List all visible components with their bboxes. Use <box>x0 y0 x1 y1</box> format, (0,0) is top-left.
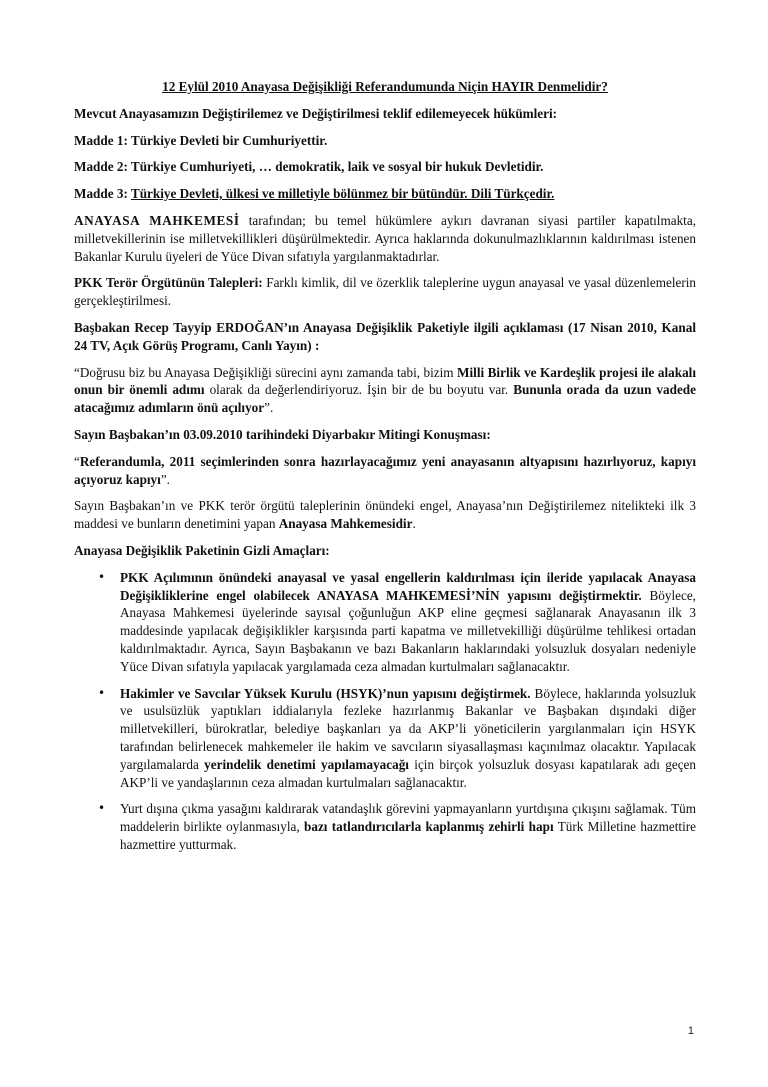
constitutional-court-text: tarafından; bu temel hükümlere aykırı davranan siyasi partiler kapatılmakta, milletvekillerinin ise milletvekillikleri düşürülmektedir. Ayrıca haklarında dokunulmazlıklarının kaldırılması istenen Bakanlar Kurulu üyeleri de Yüce Divan sıfatıyla yargılanmaktadırlar. <box>74 212 696 264</box>
item-1-text: Böylece, Anayasa Mahkemesi üyelerinde sayısal çoğunluğun AKP eline geçmesi sağlanarak Anayasanın ilk 3 maddesinde yapılacak değişiklikler karşısında parti kapatma ve milletvekilliği düşürülme tehlikesi ortadan kaldırılmaktadır. Ayrıca, Sayın Başbakanın ve bazı Bakanların haklarındaki yolsuzluk dosyaları nedeniyle Yüce Divan sıfatıyla yapılacak yargılamada ceza almadan kurtulmaları sağlanacaktır. <box>120 587 696 674</box>
item-2-text-2: için birçok yolsuzluk dosyası kapatılarak adı geçen AKP’li ve yandaşlarının ceza almadan kurtulmaları sağlanacaktır. <box>120 756 696 790</box>
item-2-bold-2: yerindelik denetimi yapılamayacağı <box>204 756 409 772</box>
item-3-text-2: Türk Milletine hazmettire hazmettire yutturmak. <box>120 819 696 852</box>
secret-aims-heading: Anayasa Değişiklik Paketinin Gizli Amaçları: <box>74 542 330 558</box>
bullet-icon: • <box>98 569 106 584</box>
quote-1-part-a: “Doğrusu biz bu Anayasa Değişikliği sürecini aynı zamanda tabi, bizim <box>74 364 458 380</box>
obstacle-end: . <box>412 516 416 532</box>
heading-unchangeable-provisions: Mevcut Anayasamızın Değiştirilemez ve Değiştirilmesi teklif edilemeyecek hükümleri: <box>74 105 558 121</box>
quote-2-end: ”. <box>160 471 170 487</box>
item-3-text: Yurt dışına çıkma yasağını kaldırarak vatandaşlık görevini yapmayanların yurtdışına çıkışını sağlamak. Tüm maddelerin birlikte oylanmasıyla, <box>120 801 696 835</box>
diyarbakir-speech-heading: Sayın Başbakan’ın 03.09.2010 tarihindeki Diyarbakır Mitingi Konuşması: <box>74 426 491 442</box>
item-2-text: Böylece, haklarında yolsuzluk ve usulsüzlük yaptıkları iddialarıyla fezleke hazırlanmış Bakanlar ve Başbakan dışındaki diğer milletvekilleri, bürokratlar, belediye başkanları ya da AKP’li yöneticilerin yargılanmaları için HSYK tarafından belirlenecek mahkemeler ile hakim ve savcıların siyasallaşması kaçınılmaz olacaktır. Yapılacak yargılamalarda <box>120 685 696 772</box>
article-3 <box>74 185 696 203</box>
pkk-demands-paragraph <box>74 274 696 310</box>
pm-quote-2 <box>74 453 696 489</box>
constitutional-court-label: ANAYASA MAHKEMESİ <box>74 212 240 228</box>
quote-1-bold-b: Milli Birlik ve Kardeşlik projesi ile alakalı onun bir önemli adımı <box>74 364 696 398</box>
constitutional-court-paragraph <box>74 212 696 265</box>
obstacle-paragraph <box>74 497 696 533</box>
secret-aims-list <box>74 569 696 854</box>
bullet-icon: • <box>98 801 106 816</box>
list-item <box>98 800 696 853</box>
quote-2-open: “ <box>74 453 80 469</box>
obstacle-text: Sayın Başbakan’ın ve PKK terör örgütü taleplerinin önündeki engel, Anayasa’nın Değiştirilemez nitelikteki ilk 3 maddesi ve bunların denetimini yapan <box>74 498 696 532</box>
quote-1-part-c: olarak da değerlendiriyoruz. İşin bir de bu boyutu var. <box>204 382 514 398</box>
list-item <box>98 685 696 792</box>
page-number: 1 <box>687 1025 694 1037</box>
quote-2-bold: Referandumla, 2011 seçimlerinden sonra hazırlayacağımız yeni anayasanın altyapısını hazırlıyoruz, kapıyı açıyoruz kapıyı <box>74 453 696 487</box>
article-1: Madde 1: Türkiye Devleti bir Cumhuriyettir. <box>74 132 328 148</box>
pkk-demands-text: Farklı kimlik, dil ve özerklik taleplerine uygun anayasal ve yasal düzenlemelerin gerçekleştirilmesi. <box>74 275 696 309</box>
pkk-demands-label: PKK Terör Örgütünün Talepleri: <box>74 275 263 291</box>
quote-1-end: ”. <box>264 400 274 416</box>
article-3-text: Türkiye Devleti, ülkesi ve milletiyle bölünmez bir bütündür. Dili Türkçedir. <box>130 186 555 202</box>
document-page <box>74 78 696 863</box>
bullet-icon: • <box>98 685 106 700</box>
item-2-bold: Hakimler ve Savcılar Yüksek Kurulu (HSYK)’nun yapısını değiştirmek. <box>120 685 531 701</box>
list-item <box>98 569 696 676</box>
pm-quote-1 <box>74 364 696 417</box>
quote-1-bold-d: Bununla orada da uzun vadede atacağımız adımların önü açılıyor <box>74 382 696 416</box>
obstacle-bold: Anayasa Mahkemesidir <box>278 516 413 532</box>
pm-statement-heading: Başbakan Recep Tayyip ERDOĞAN’ın Anayasa Değişiklik Paketiyle ilgili açıklaması (17 Nisan 2010, Kanal 24 TV, Açık Görüş Programı, Canlı Yayın) : <box>74 319 696 353</box>
article-3-label: Madde 3: <box>74 186 131 202</box>
item-1-bold: PKK Açılımının önündeki anayasal ve yasal engellerin kaldırılması için ileride yapılacak Anayasa Değişikliklerine engel olabilecek ANAYASA MAHKEMESİ’NİN yapısını değiştirmektir. <box>120 569 696 603</box>
document-title: 12 Eylül 2010 Anayasa Değişikliği Referandumunda Niçin HAYIR Denmelidir? <box>162 79 608 94</box>
article-2: Madde 2: Türkiye Cumhuriyeti, … demokratik, laik ve sosyal bir hukuk Devletidir. <box>74 159 544 175</box>
item-3-bold: bazı tatlandırıcılarla kaplanmış zehirli hapı <box>304 819 554 835</box>
